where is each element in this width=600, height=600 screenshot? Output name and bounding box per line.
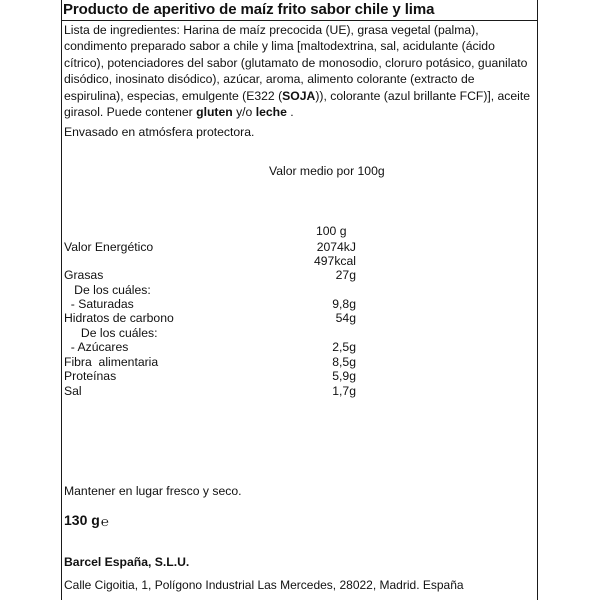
ingredients-connector: y/o bbox=[232, 105, 256, 120]
estimated-sign-icon: ℮ bbox=[100, 514, 109, 529]
product-title: Producto de aperitivo de maíz frito sabor chile y lima bbox=[63, 1, 435, 18]
ingredients-text: Lista de ingredientes: Harina de maíz precocida (UE), grasa vegetal (palma), condimento preparado sabor a chile y lima [maltodextrina, sal, acidulante (ácido cítrico), potenciadores del sabor (glutamato de monosodio, cloruro potásico, guanilato disódico, inosinato disódico), azúcar, aroma, alimento colorante (extracto de espirulina), especias, emulgente (E322 ( bbox=[64, 23, 528, 103]
net-weight-value: 130 g bbox=[64, 512, 100, 528]
nutrition-row-value: 5,9g bbox=[332, 369, 356, 383]
nutrition-row-value: 54g bbox=[335, 311, 356, 325]
nutrition-row-label: Grasas bbox=[64, 268, 104, 282]
company-address: Calle Cigoitia, 1, Polígono Industrial Las Mercedes, 28022, Madrid. España bbox=[64, 578, 464, 592]
allergen-leche: leche bbox=[255, 105, 287, 120]
packaging-note: Envasado en atmósfera protectora. bbox=[64, 125, 255, 139]
nutrition-row-label: Hidratos de carbono bbox=[64, 311, 174, 325]
nutrition-row-value: 27g bbox=[335, 268, 356, 282]
nutrition-row-value: 497kcal bbox=[313, 254, 356, 268]
nutrition-heading: Valor medio por 100g bbox=[269, 164, 385, 178]
allergen-gluten: gluten bbox=[196, 105, 233, 120]
nutrition-row-value: 2074kJ bbox=[316, 240, 356, 254]
nutrition-row-value: 9,8g bbox=[332, 297, 356, 311]
nutrition-row-label: Proteínas bbox=[64, 369, 117, 383]
nutrition-row-label: Valor Energético bbox=[64, 240, 154, 254]
title-divider bbox=[61, 20, 538, 21]
nutrition-row-label: De los cuáles: bbox=[64, 283, 151, 297]
ingredients-list bbox=[64, 22, 534, 120]
nutrition-row-label: De los cuáles: bbox=[64, 326, 158, 340]
company-name: Barcel España, S.L.U. bbox=[64, 555, 190, 569]
nutrition-row-label: Sal bbox=[64, 384, 82, 398]
ingredients-text-middle: )), colorante (azul brillante FCF)], aceite girasol. Puede contener bbox=[64, 88, 531, 120]
nutrition-column-header: 100 g bbox=[316, 224, 347, 238]
ingredients-end: . bbox=[286, 105, 294, 120]
storage-note: Mantener en lugar fresco y seco. bbox=[64, 484, 242, 498]
nutrition-row-value: 2,5g bbox=[332, 340, 356, 354]
nutrition-row-label: Fibra alimentaria bbox=[64, 355, 159, 369]
nutrition-row-value: 8,5g bbox=[332, 355, 356, 369]
net-weight bbox=[64, 512, 109, 528]
nutrition-row-label: - Saturadas bbox=[64, 297, 134, 311]
nutrition-row-value: 1,7g bbox=[332, 384, 356, 398]
allergen-soja: SOJA bbox=[282, 88, 316, 103]
nutrition-row-label: - Azúcares bbox=[64, 340, 129, 354]
